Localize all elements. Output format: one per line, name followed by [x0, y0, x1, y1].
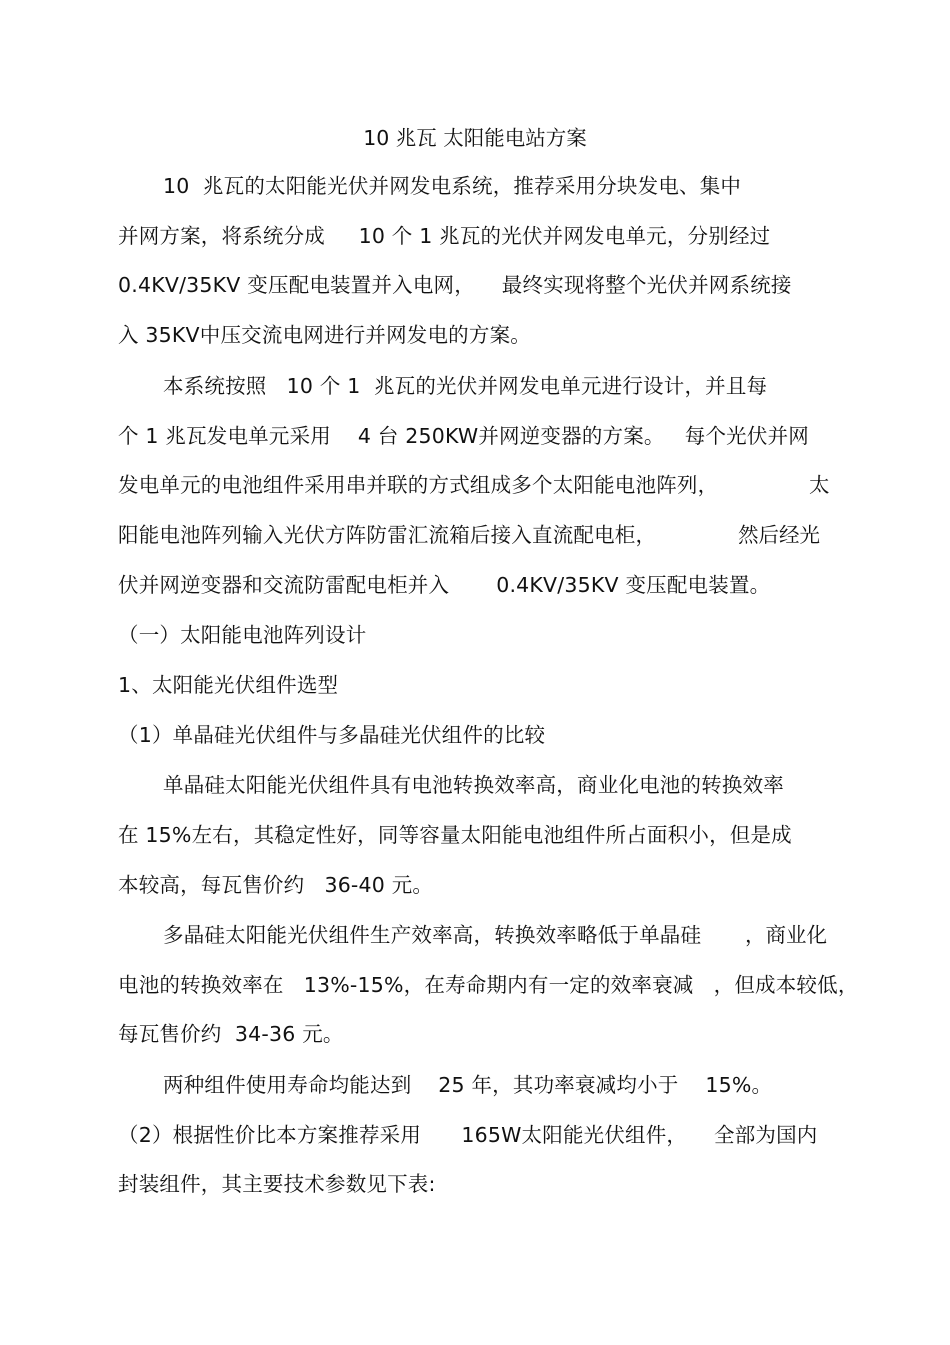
paragraph-1-line-3: 0.4KV/35KV 变压配电装置并入电网， 最终实现将整个光伏并网系统接: [118, 273, 792, 297]
paragraph-2-line-5: 伏并网逆变器和交流防雷配电柜并入 0.4KV/35KV 变压配电装置。: [118, 573, 771, 597]
paragraph-5-line-1: 两种组件使用寿命均能达到 25 年，其功率衰减均小于 15%。: [163, 1073, 773, 1097]
paragraph-4-line-3: 每瓦售价约 34-36 元。: [118, 1022, 344, 1046]
paragraph-2-line-4: 阳能电池阵列输入光伏方阵防雷汇流箱后接入直流配电柜，: [118, 523, 657, 547]
paragraph-2-line-3-end: 太: [809, 473, 830, 497]
paragraph-4-line-1-end: ，商业化: [745, 923, 827, 947]
paragraph-2-line-2: 个 1 兆瓦发电单元采用 4 台 250KW并网逆变器的方案。 每个光伏并网: [118, 424, 809, 448]
paragraph-4-line-2: 电池的转换效率在 13%-15%，在寿命期内有一定的效率衰减 ，但成本较低，: [118, 973, 859, 997]
document-title: 10 兆瓦 太阳能电站方案: [363, 126, 587, 150]
paragraph-6-line-2: 封装组件，其主要技术参数见下表:: [118, 1172, 436, 1196]
paragraph-3-line-1: 单晶硅太阳能光伏组件具有电池转换效率高，商业化电池的转换效率: [163, 773, 784, 797]
paragraph-1-line-1: 10 兆瓦的太阳能光伏并网发电系统，推荐采用分块发电、集中: [163, 174, 742, 198]
paragraph-2-line-1: 本系统按照 10 个 1 兆瓦的光伏并网发电单元进行设计，并且每: [163, 374, 768, 398]
section-heading-3: （1）单晶硅光伏组件与多晶硅光伏组件的比较: [118, 723, 546, 747]
paragraph-1-line-4: 入 35KV中压交流电网进行并网发电的方案。: [118, 323, 531, 347]
paragraph-3-line-3: 本较高，每瓦售价约 36-40 元。: [118, 873, 434, 897]
paragraph-4-line-1: 多晶硅太阳能光伏组件生产效率高，转换效率略低于单晶硅: [163, 923, 702, 947]
paragraph-6-line-1: （2）根据性价比本方案推荐采用 165W太阳能光伏组件， 全部为国内: [118, 1123, 818, 1147]
paragraph-2-line-3: 发电单元的电池组件采用串并联的方式组成多个太阳能电池阵列，: [118, 473, 719, 497]
section-heading-2: 1、太阳能光伏组件选型: [118, 673, 339, 697]
paragraph-3-line-2: 在 15%左右，其稳定性好，同等容量太阳能电池组件所占面积小，但是成: [118, 823, 792, 847]
paragraph-2-line-4-end: 然后经光: [738, 523, 820, 547]
section-heading-1: （一）太阳能电池阵列设计: [118, 623, 367, 647]
paragraph-1-line-2: 并网方案，将系统分成 10 个 1 兆瓦的光伏并网发电单元，分别经过: [118, 224, 771, 248]
